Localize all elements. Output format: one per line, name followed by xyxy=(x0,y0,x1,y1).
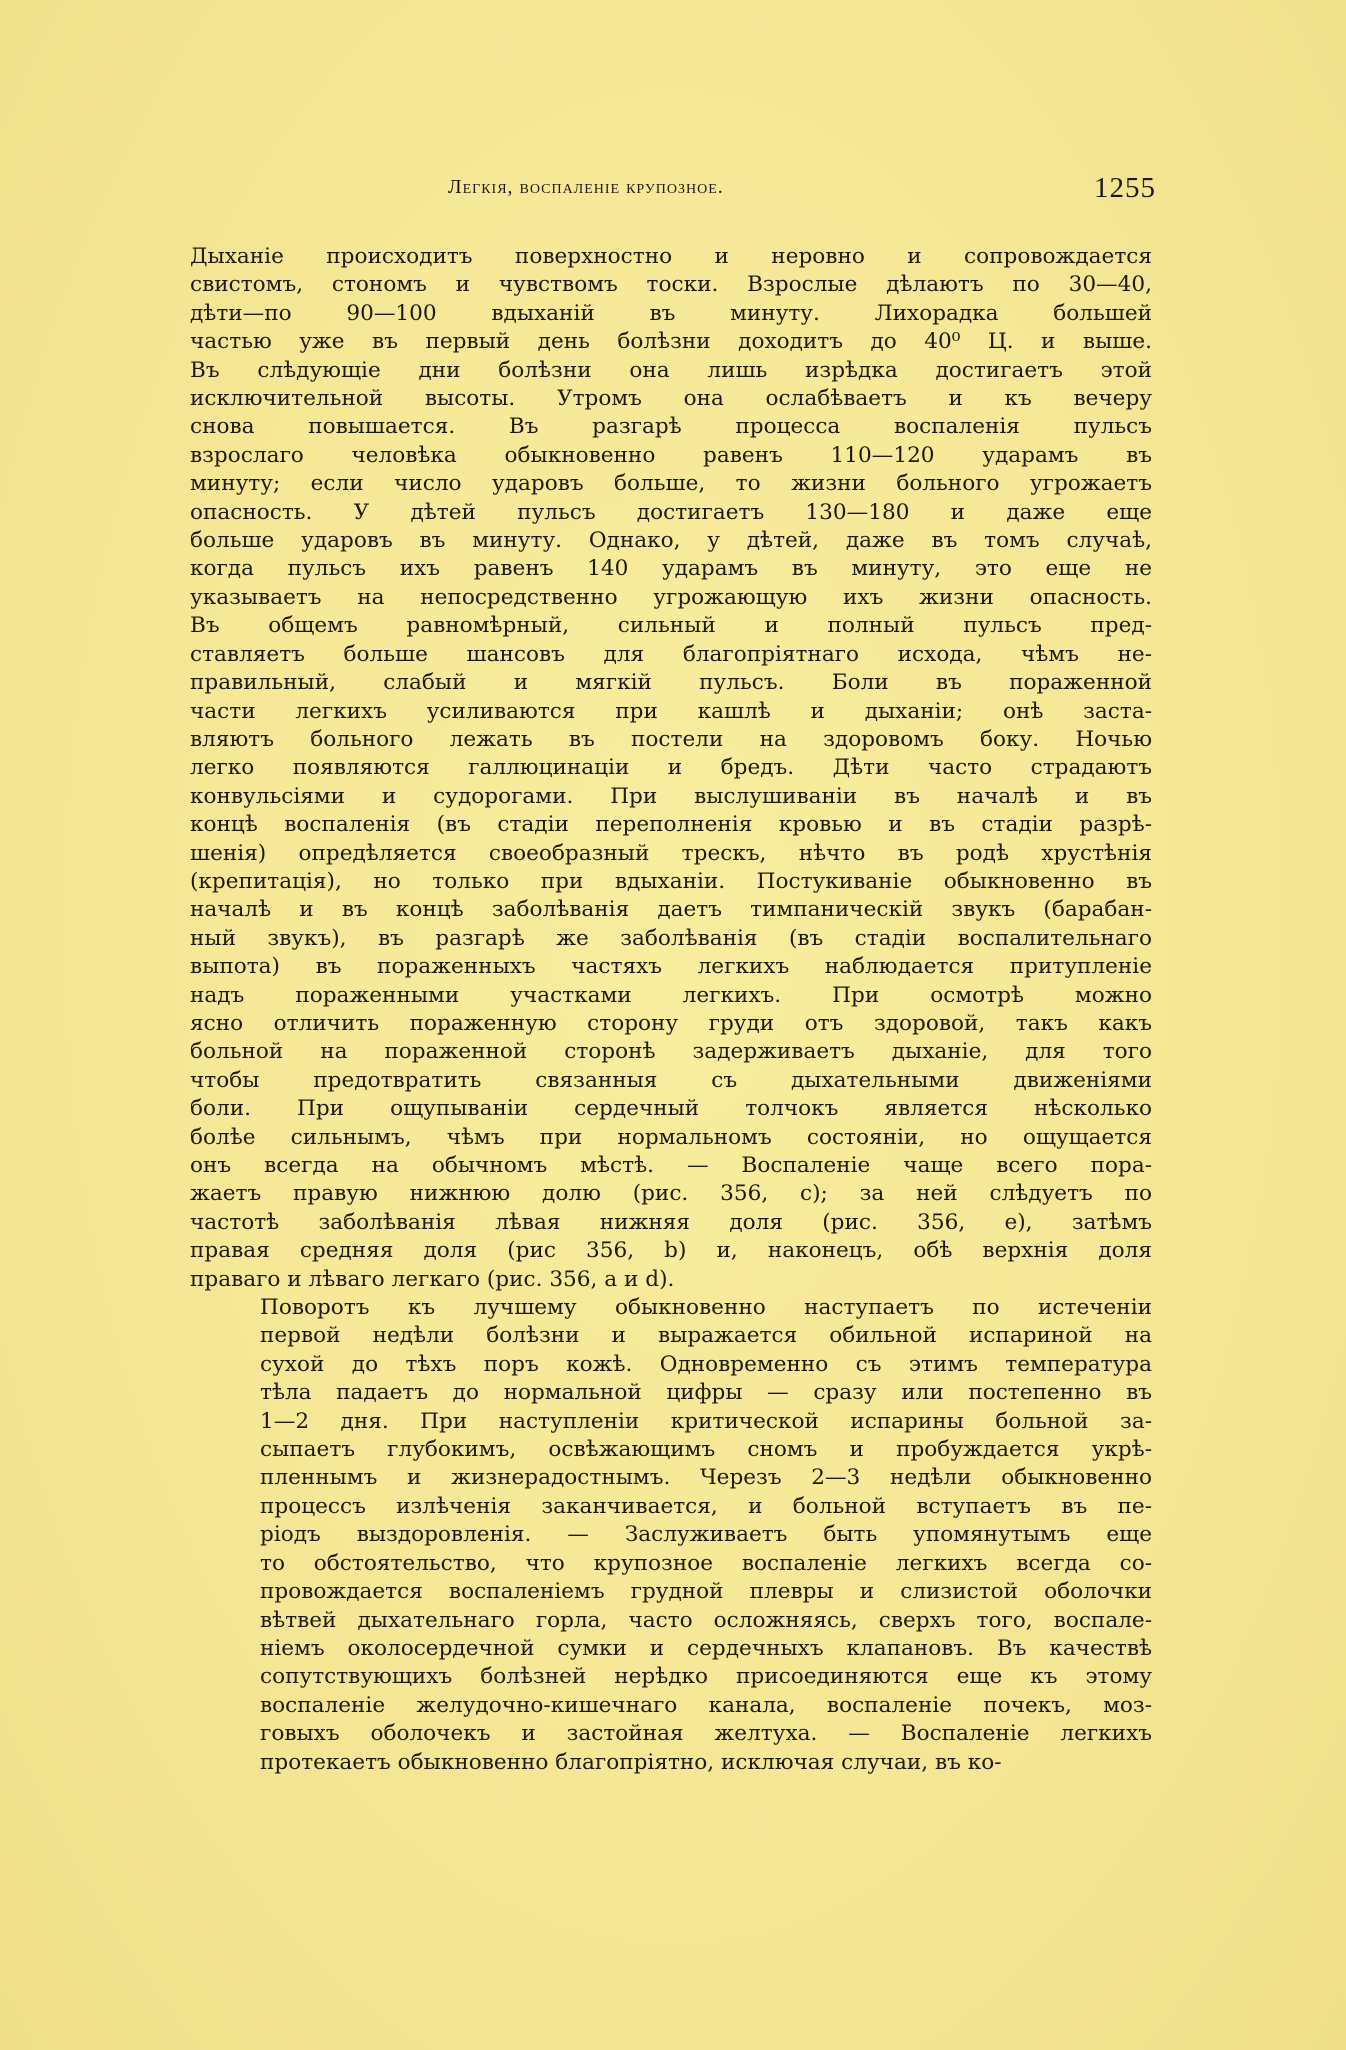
text-line: снова повышается. Въ разгарѣ процесса воспаленія пульсъ xyxy=(190,414,1152,440)
text-line: началѣ и въ концѣ заболѣванія даетъ тимпаническій звукъ (барабан- xyxy=(190,897,1152,923)
text-line: (крепитація), но только при вдыханіи. Постукиваніе обыкновенно въ xyxy=(190,868,1152,894)
text-line: опасность. У дѣтей пульсъ достигаетъ 130—180 и даже еще xyxy=(190,499,1152,525)
text-line: 1—2 дня. При наступленіи критической испарины больной за- xyxy=(260,1408,1152,1434)
text-line: выпота) въ пораженныхъ частяхъ легкихъ наблюдается притупленіе xyxy=(190,954,1152,980)
text-line: то обстоятельство, что крупозное воспаленіе легкихъ всегда со- xyxy=(260,1550,1152,1576)
text-line: тѣла падаетъ до нормальной цифры — сразу или постепенно въ xyxy=(260,1380,1152,1406)
text-line: дѣти—по 90—100 вдыханій въ минуту. Лихорадка большей xyxy=(190,300,1152,326)
text-line: сухой до тѣхъ поръ кожѣ. Одновременно съ этимъ температура xyxy=(260,1351,1152,1377)
text-line: Въ слѣдующіе дни болѣзни она лишь изрѣдка достигаетъ этой xyxy=(190,357,1152,383)
text-line: больной на пораженной сторонѣ задерживаетъ дыханіе, для того xyxy=(190,1039,1152,1065)
text-line: ясно отличить пораженную сторону груди отъ здоровой, такъ какъ xyxy=(190,1010,1152,1036)
running-head: Легкія, воспаленіе крупозное. xyxy=(448,176,724,198)
text-line: ріодъ выздоровленія. — Заслуживаетъ быть упомянутымъ еще xyxy=(260,1522,1152,1548)
text-line: вляютъ больного лежать въ постели на здоровомъ боку. Ночью xyxy=(190,726,1152,752)
body-text xyxy=(190,243,1152,1777)
text-line: взрослаго человѣка обыкновенно равенъ 110—120 ударамъ въ xyxy=(190,442,1152,468)
text-line: жаетъ правую нижнюю долю (рис. 356, c); за ней слѣдуетъ по xyxy=(190,1181,1152,1207)
text-line: провождается воспаленіемъ грудной плевры и слизистой оболочки xyxy=(260,1579,1152,1605)
text-line: надъ пораженными участками легкихъ. При осмотрѣ можно xyxy=(190,982,1152,1008)
text-line: частотѣ заболѣванія лѣвая нижняя доля (рис. 356, e), затѣмъ xyxy=(190,1209,1152,1235)
text-line: частью уже въ первый день болѣзни доходитъ до 40⁰ Ц. и выше. xyxy=(190,329,1152,355)
text-line: ный звукъ), въ разгарѣ же заболѣванія (въ стадіи воспалительнаго xyxy=(190,925,1152,951)
text-line: праваго и лѣваго легкаго (рис. 356, a и d). xyxy=(190,1266,675,1292)
text-line: когда пульсъ ихъ равенъ 140 ударамъ въ минуту, это еще не xyxy=(190,556,1152,582)
text-line: чтобы предотвратить связанныя съ дыхательными движеніями xyxy=(190,1067,1152,1093)
text-line: вѣтвей дыхательнаго горла, часто осложняясь, сверхъ того, воспале- xyxy=(260,1607,1152,1633)
text-line: воспаленіе желудочно-кишечнаго канала, воспаленіе почекъ, моз- xyxy=(260,1692,1152,1718)
text-line: концѣ воспаленія (въ стадіи переполненія кровью и въ стадіи разрѣ- xyxy=(190,812,1152,838)
text-line: протекаетъ обыкновенно благопріятно, исключая случаи, въ ко- xyxy=(260,1749,1002,1775)
text-line: процессъ излѣченія заканчивается, и больной вступаетъ въ пе- xyxy=(260,1493,1152,1519)
paragraph xyxy=(190,243,1152,1294)
text-line: ніемъ околосердечной сумки и сердечныхъ клапановъ. Въ качествѣ xyxy=(260,1635,1152,1661)
text-line: правая средняя доля (рис 356, b) и, наконецъ, обѣ верхнія доля xyxy=(190,1238,1152,1264)
text-line: исключительной высоты. Утромъ она ослабѣваетъ и къ вечеру xyxy=(190,386,1152,412)
text-line: пленнымъ и жизнерадостнымъ. Черезъ 2—3 недѣли обыкновенно xyxy=(260,1465,1152,1491)
text-line: говыхъ оболочекъ и застойная желтуха. — Воспаленіе легкихъ xyxy=(260,1721,1152,1747)
text-line: Поворотъ къ лучшему обыкновенно наступаетъ по истеченіи xyxy=(260,1295,1152,1321)
text-line: правильный, слабый и мягкій пульсъ. Боли въ пораженной xyxy=(190,670,1152,696)
text-line: минуту; если число ударовъ больше, то жизни больного угрожаетъ xyxy=(190,471,1152,497)
text-line: легко появляются галлюцинаціи и бредъ. Дѣти часто страдаютъ xyxy=(190,755,1152,781)
page-header xyxy=(190,172,1160,216)
text-line: болѣе сильнымъ, чѣмъ при нормальномъ состояніи, но ощущается xyxy=(190,1124,1152,1150)
page-number: 1255 xyxy=(1094,172,1156,204)
text-line: больше ударовъ въ минуту. Однако, у дѣтей, даже въ томъ случаѣ, xyxy=(190,528,1152,554)
text-line: онъ всегда на обычномъ мѣстѣ. — Воспаленіе чаще всего пора- xyxy=(190,1153,1152,1178)
text-line: шенія) опредѣляется своеобразный трескъ, нѣчто въ родѣ хрустѣнія xyxy=(190,840,1152,866)
text-line: сопутствующихъ болѣзней нерѣдко присоединяются еще къ этому xyxy=(260,1664,1152,1690)
text-line: первой недѣли болѣзни и выражается обильной испариной на xyxy=(260,1323,1152,1349)
text-line: сыпаетъ глубокимъ, освѣжающимъ сномъ и пробуждается укрѣ- xyxy=(260,1437,1152,1463)
text-line: Въ общемъ равномѣрный, сильный и полный пульсъ пред- xyxy=(190,613,1152,639)
paragraph xyxy=(190,1294,1152,1777)
text-line: конвульсіями и судорогами. При выслушиваніи въ началѣ и въ xyxy=(190,783,1152,809)
text-line: указываетъ на непосредственно угрожающую ихъ жизни опасность. xyxy=(190,584,1152,610)
text-line: части легкихъ усиливаются при кашлѣ и дыханіи; онѣ заста- xyxy=(190,698,1152,724)
text-line: ставляетъ больше шансовъ для благопріятнаго исхода, чѣмъ не- xyxy=(190,641,1152,667)
text-line: Дыханіе происходитъ поверхностно и неровно и сопровождается xyxy=(190,244,1152,269)
text-line: боли. При ощупываніи сердечный толчокъ является нѣсколько xyxy=(190,1096,1152,1122)
text-line: свистомъ, стономъ и чувствомъ тоски. Взрослые дѣлаютъ по 30—40, xyxy=(190,272,1152,298)
